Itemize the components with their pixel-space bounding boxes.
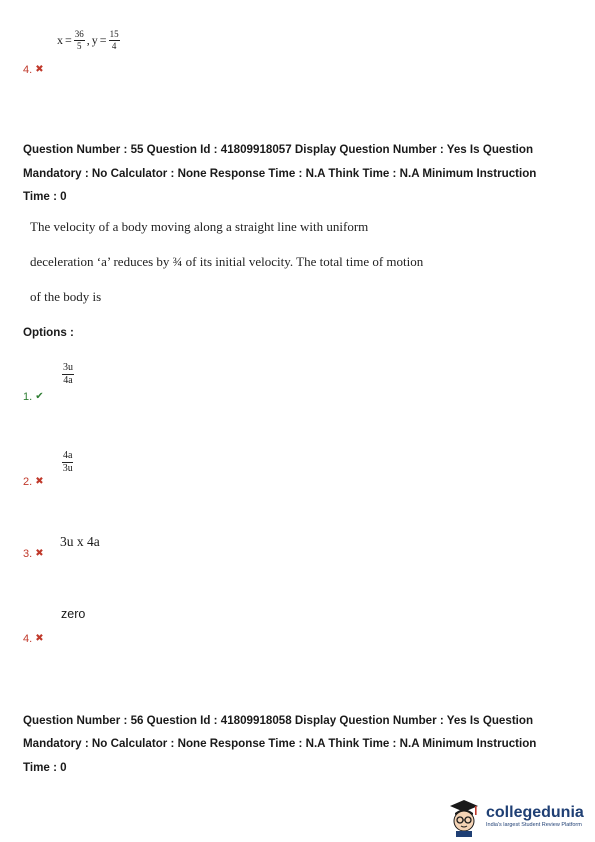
- logo-tagline: India's largest Student Review Platform: [486, 822, 582, 829]
- logo-name: collegedunia: [486, 804, 584, 822]
- q55-header-line-2: Mandatory : No Calculator : None Response Time : N.A Think Time : N.A Minimum Instruction: [23, 167, 537, 180]
- q55-text-line-3: of the body is: [30, 289, 102, 304]
- q55-text-line-1: The velocity of a body moving along a straight line with uniform: [30, 219, 369, 234]
- y-numerator: 15: [109, 29, 119, 39]
- graduate-mascot-icon: [446, 797, 482, 837]
- option-2-denominator: 3u: [62, 463, 73, 474]
- option-1-number: 1. ✔: [23, 391, 44, 403]
- y-denominator: 4: [111, 41, 117, 51]
- option-3-text: 3u x 4a: [60, 534, 100, 549]
- cross-icon: ✖: [35, 64, 44, 75]
- y-variable: y: [91, 33, 98, 47]
- option-1-fraction: [62, 363, 74, 386]
- q55-header-line-1: Question Number : 55 Question Id : 41809918057 Display Question Number : Yes Is Question: [23, 143, 534, 156]
- option-4-number: 4. ✖: [23, 633, 44, 645]
- q55-header-line-3: Time : 0: [23, 190, 67, 203]
- option-1-numerator: 3u: [63, 362, 73, 373]
- q56-header-line-3: Time : 0: [23, 761, 67, 774]
- option-4-text: zero: [61, 607, 86, 621]
- collegedunia-logo: [446, 797, 584, 837]
- q56-header-line-2: Mandatory : No Calculator : None Response Time : N.A Think Time : N.A Minimum Instruction: [23, 737, 537, 750]
- x-fraction: [74, 30, 85, 51]
- checkmark-icon: ✔: [35, 391, 44, 402]
- option-2-number: 2. ✖: [23, 476, 44, 488]
- y-fraction: [109, 30, 120, 51]
- cross-icon: ✖: [35, 633, 44, 644]
- prev-option-4-number: 4. ✖: [23, 64, 44, 76]
- cross-icon: ✖: [35, 476, 44, 487]
- option-1-denominator: 4a: [63, 375, 73, 386]
- x-variable: x: [57, 33, 63, 47]
- option-3-number: 3. ✖: [23, 548, 44, 560]
- option-2-numerator: 4a: [63, 450, 73, 461]
- x-denominator: 5: [77, 41, 82, 51]
- option-2-fraction: [62, 451, 73, 474]
- x-numerator: 36: [74, 29, 84, 39]
- q55-text-line-2: deceleration ‘a’ reduces by ¾ of its initial velocity. The total time of motion: [30, 254, 424, 269]
- q56-header-line-1: Question Number : 56 Question Id : 41809918058 Display Question Number : Yes Is Question: [23, 714, 534, 727]
- cross-icon: ✖: [35, 548, 44, 559]
- prev-option-equation: x = $\frac{36}{5}$ , y = $\frac{15}{4}$: [57, 29, 119, 51]
- options-label: Options :: [23, 326, 74, 339]
